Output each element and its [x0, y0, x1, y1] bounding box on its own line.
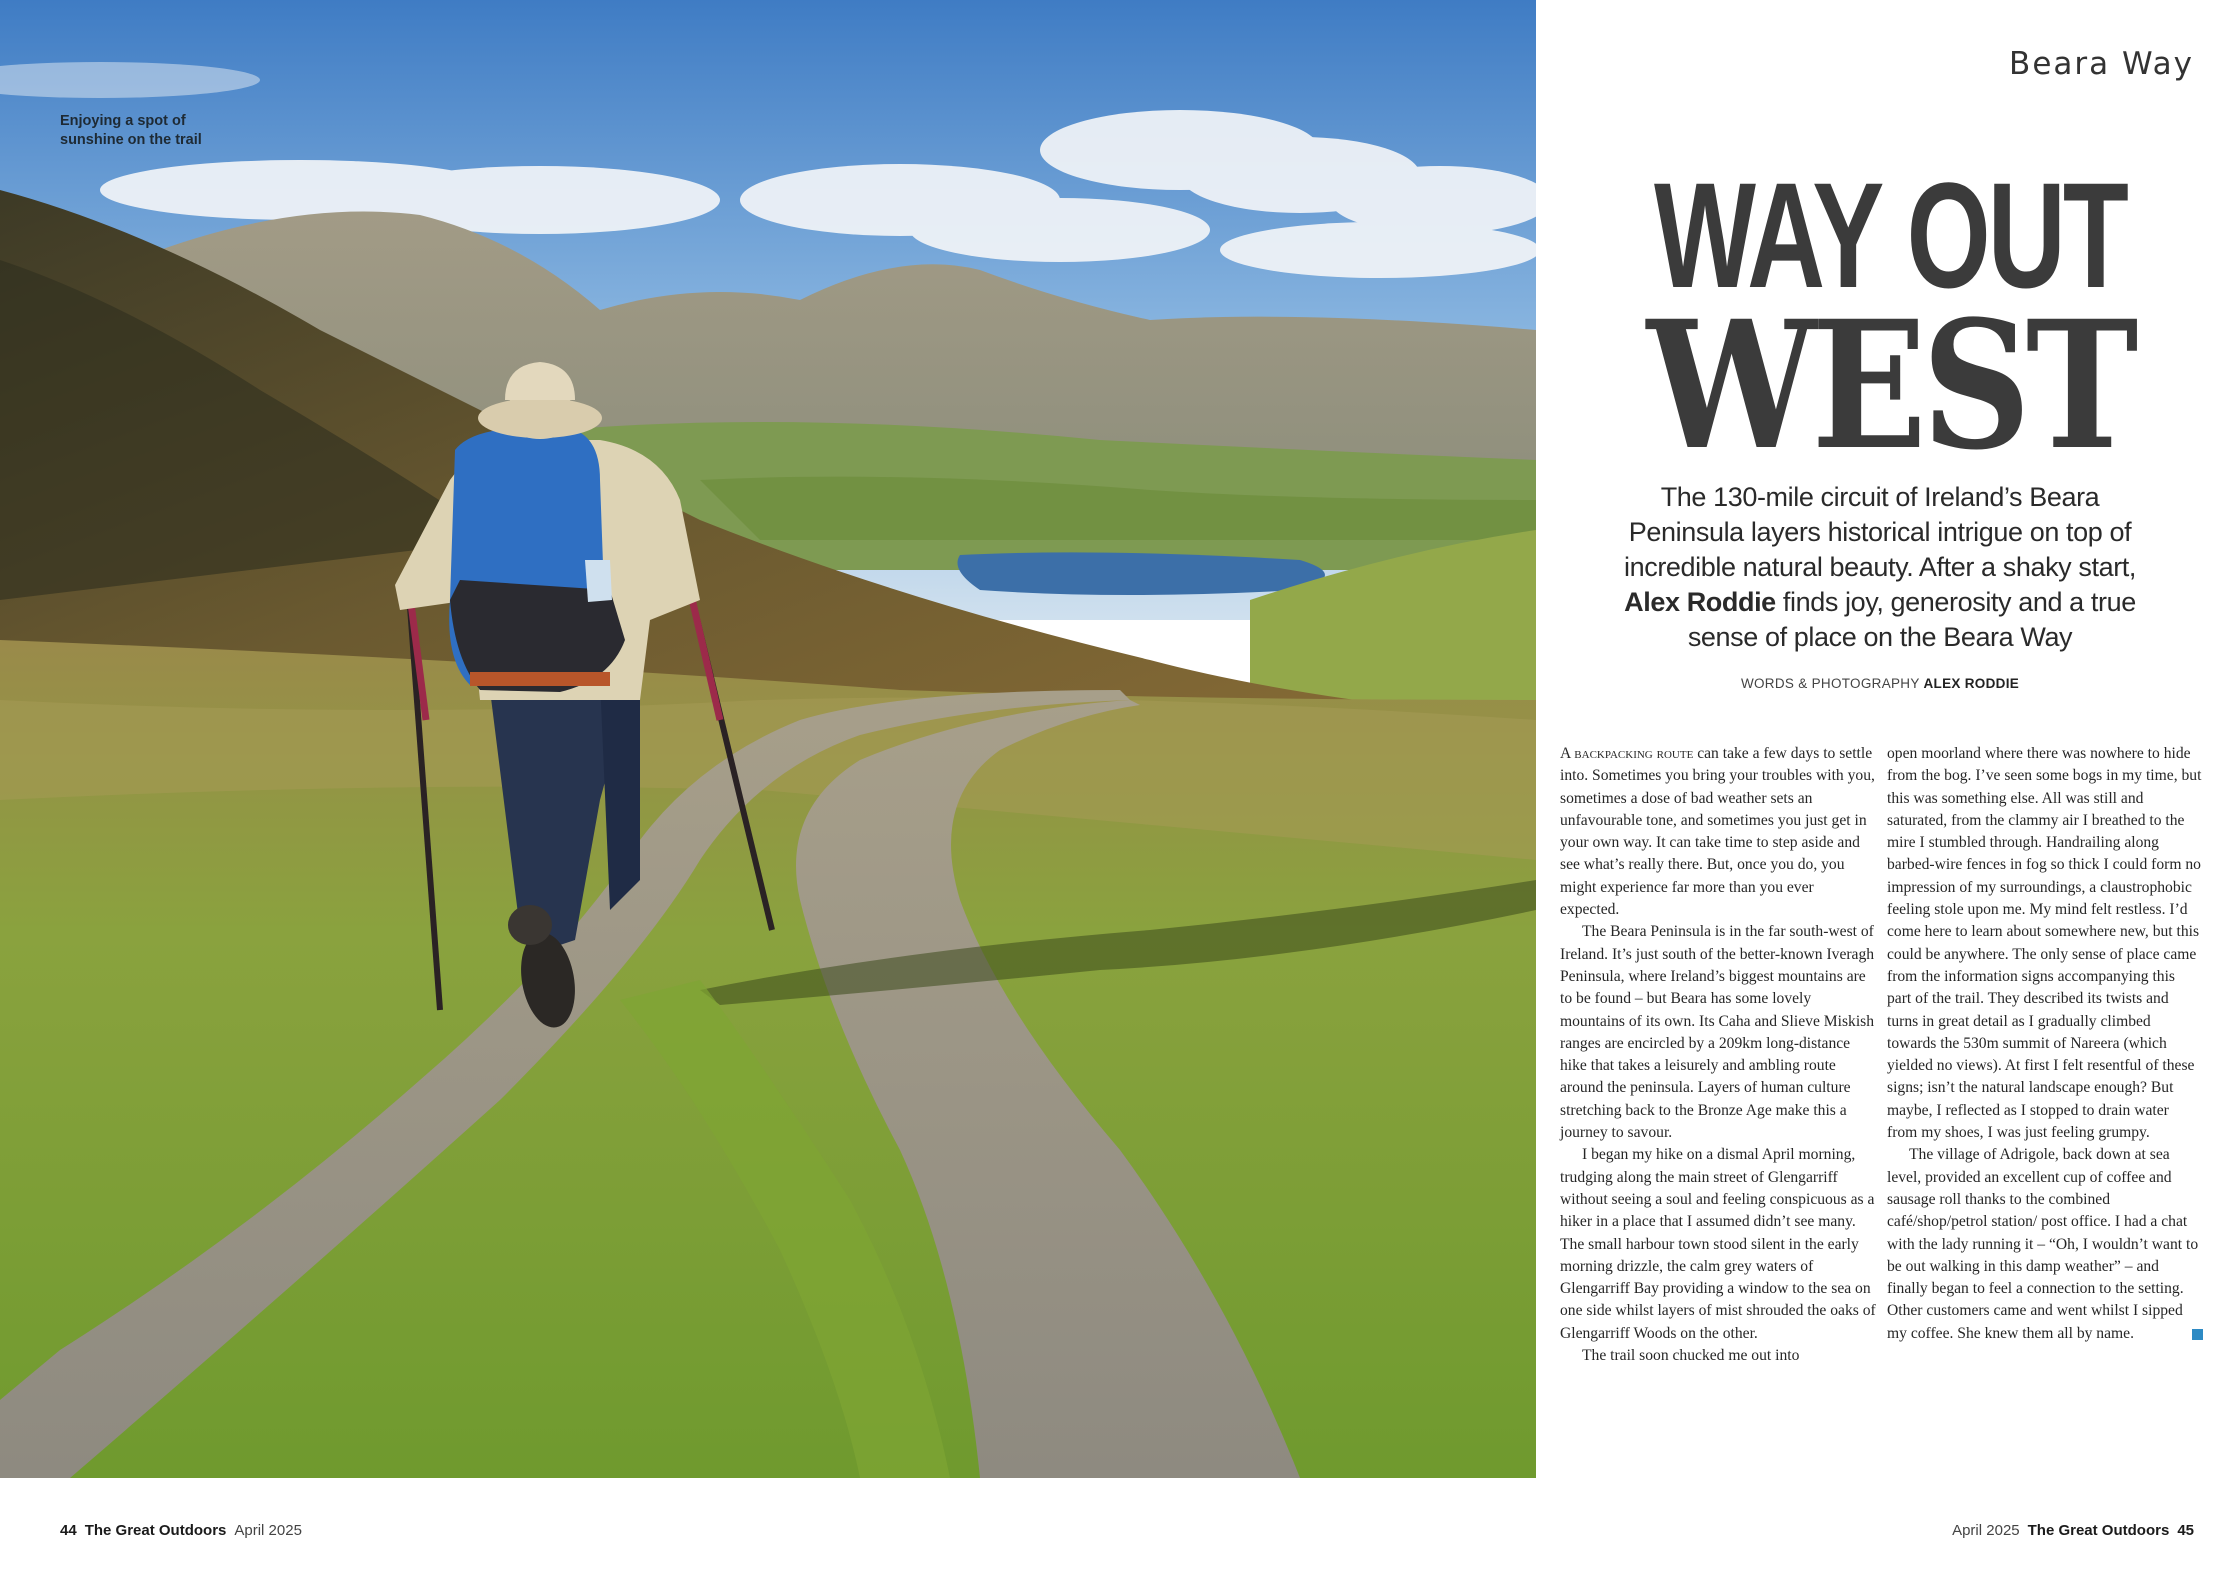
byline [1600, 676, 2160, 691]
body-paragraph: The Beara Peninsula is in the far south-west of Ireland. It’s just south of the better-known Iveragh Peninsula, where Ireland’s biggest mountains are to be found – but Beara has some lovely mountains of its own. Its Caha and Slieve Miskish ranges are encircled by a 209km long-distance hike that takes a leisurely and ambling route around the peninsula. Layers of human culture stretching back to the Bronze Age make this a journey to savour. [1560, 923, 1875, 1142]
paragraph-text: The village of Adrigole, back down at sea level, provided an excellent cup of coffee and sausage roll thanks to the combined café/shop/petrol station/ post office. I had a chat with the lady running it – “Oh, I wouldn’t want to be out walking in this damp weather” – and finally began to feel a connection to the setting. Other customers came and went whilst I sipped my coffee. She knew them all by name. [1887, 1146, 2199, 1342]
byline-label: WORDS & PHOTOGRAPHY [1740, 676, 1920, 691]
standfirst [1600, 480, 2160, 655]
headline-line-2: WEST [1646, 282, 2134, 489]
paragraph-text: can take a few days to settle into. Sometimes you bring your troubles with you, sometimes a dose of bad weather sets an unfavourable tone, and sometimes you just get in your own way. It can take time to step aside and see what’s really there. But, once you do, you might experience far more than you ever expected. [1560, 745, 1875, 919]
page-number: 44 [60, 1522, 77, 1539]
photo-caption [60, 112, 260, 150]
standfirst-text: The 130-mile circuit of Ireland’s Beara Peninsula layers historical intrigue on top of incredible natural beauty. After a shaky start, [1624, 482, 2136, 582]
page-number: 45 [2177, 1522, 2194, 1539]
caption-line: Enjoying a spot of [60, 113, 186, 129]
lead-in: A backpacking route [1560, 745, 1694, 762]
caption-line: sunshine on the trail [60, 132, 202, 148]
body-paragraph [1887, 1144, 2222, 1345]
body-paragraph: open moorland where there was nowhere to hide from the bog. I’ve seen some bogs in my time, but this was something else. All was still and saturated, from the clammy air I breathed to the mire I stumbled through. Handrailing along barbed-wire fences in fog so thick I could form no impression of my surroundings, a claustrophobic feeling stole upon me. My mind felt restless. I’d come here to learn about somewhere new, but this could be anywhere. The only sense of place came from the information signs accompanying this part of the trail. They described its twists and turns in great detail as I gradually climbed towards the 530m summit of Nareera (which yielded no views). At first I felt resentful of these signs; isn’t the natural landscape enough? But maybe, I reflected as I stopped to drain water from my shoes, I was just feeling grumpy. [1887, 745, 2202, 1142]
magazine-title: The Great Outdoors [2027, 1522, 2170, 1539]
issue-date: April 2025 [1952, 1522, 2020, 1539]
headline-line-1: WAY OUT [1654, 151, 2126, 319]
section-label: Beara Way [2009, 46, 2194, 82]
body-column-1 [1560, 743, 1876, 1367]
byline-name: ALEX RODDIE [1923, 676, 2020, 691]
issue-date: April 2025 [234, 1522, 302, 1539]
body-column-2 [1887, 743, 2222, 1345]
body-paragraph: The trail soon chucked me out into [1582, 1347, 1800, 1365]
standfirst-author: Alex Roddie [1624, 587, 1776, 617]
footer-left [60, 1522, 302, 1539]
magazine-title: The Great Outdoors [84, 1522, 227, 1539]
body-paragraph [1560, 743, 1876, 921]
body-paragraph: I began my hike on a dismal April morning, trudging along the main street of Glengarriff without seeing a soul and feeling conspicuous as a hiker in a place that I assumed didn’t see many. The small harbour town stood silent in the early morning drizzle, the calm grey waters of Glengarriff Bay providing a window to the sea on one side whilst layers of mist shrouded the oaks of Glengarriff Woods on the other. [1560, 1146, 1876, 1342]
footer-right [1952, 1522, 2194, 1539]
continue-arrow-icon: ➔ [2192, 1329, 2203, 1340]
standfirst-text: finds joy, generosity and a true sense of place on the Beara Way [1687, 587, 2136, 652]
